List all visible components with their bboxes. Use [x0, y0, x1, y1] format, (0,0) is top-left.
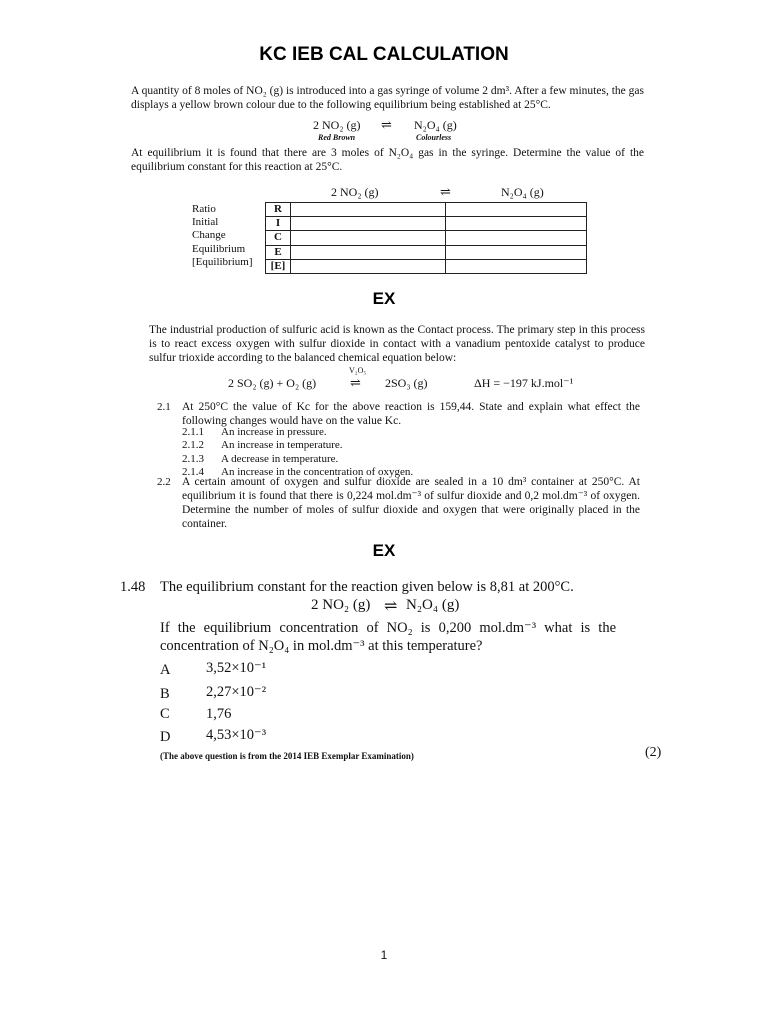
option-letter-c: C	[160, 706, 170, 722]
q2-eq-left: 2 SO₂ (g) + O₂ (g)	[228, 376, 317, 390]
rice-row-labels	[192, 203, 253, 269]
example-heading-1: EX	[372, 289, 396, 308]
option-value-a: 3,52×10⁻¹	[206, 660, 267, 676]
rice-cell-product	[446, 231, 587, 245]
q1-eq-arrow: ⇌	[381, 117, 392, 132]
rice-row	[266, 217, 587, 231]
rice-row	[266, 245, 587, 259]
q2-catalyst: V₂O₅	[349, 366, 367, 375]
rice-letter: R	[266, 203, 291, 217]
q3-eq-right: N₂O₄ (g)	[406, 597, 460, 613]
rice-label-concentration: [Equilibrium]	[192, 255, 253, 268]
q3-question: If the equilibrium concentration of NO₂ is 0,200 mol.dm⁻³ what is the concentration of N₂O₄ in mol.dm⁻³ at this temperature?	[160, 620, 616, 654]
rice-label-equilibrium: Equilibrium	[192, 242, 246, 255]
option-letter-a: A	[160, 662, 171, 678]
rice-letter: E	[266, 245, 291, 259]
q2-enthalpy: ΔH = −197 kJ.mol⁻¹	[474, 376, 574, 390]
option-value-b: 2,27×10⁻²	[206, 684, 267, 700]
q1-colourless-label: Colourless	[416, 133, 452, 142]
q2-eq-arrow: ⇌	[350, 375, 361, 390]
rice-cell-reactant	[291, 217, 446, 231]
rice-cell-product	[446, 217, 587, 231]
q1-eq-right: N₂O₄ (g)	[414, 118, 457, 132]
q1-intro: A quantity of 8 moles of NO₂ (g) is introduced into a gas syringe of volume 2 dm³. After a few minutes, the gas displays a yellow brown colour due to the following equilibrium being established at 25°C.	[131, 85, 644, 111]
example-heading-2: EX	[372, 541, 396, 560]
q1-red-brown-label: Red Brown	[318, 133, 356, 142]
q3-source-note: (The above question is from the 2014 IEB Exemplar Examination)	[160, 751, 414, 761]
q1-table-head-right: N₂O₄ (g)	[501, 185, 544, 199]
q3-eq-arrow: ⇌	[384, 598, 398, 615]
q1-question: At equilibrium it is found that there are 3 moles of N₂O₄ gas in the syringe. Determine the value of the equilibrium constant for this reaction at 25°C.	[131, 147, 644, 173]
rice-label-ratio: Ratio	[192, 203, 216, 215]
option-value-c: 1,76	[206, 706, 232, 722]
page-number: 1	[380, 948, 388, 962]
subitem: 2.1.3 A decrease in temperature.	[182, 452, 339, 465]
q1-table-head-left: 2 NO₂ (g)	[331, 185, 379, 199]
q3-stem: The equilibrium constant for the reaction given below is 8,81 at 200°C.	[160, 579, 574, 595]
q2-1-number: 2.1	[157, 401, 171, 413]
rice-cell-product	[446, 203, 587, 217]
q3-marks: (2)	[645, 745, 662, 760]
option-letter-d: D	[160, 729, 171, 745]
q1-eq-left: 2 NO₂ (g)	[313, 118, 361, 132]
page-title: KC IEB CAL CALCULATION	[259, 44, 509, 65]
rice-row	[266, 231, 587, 245]
subitem: 2.1.4 An increase in the concentration of oxygen.	[182, 466, 414, 479]
q2-eq-right: 2SO₃ (g)	[385, 376, 428, 390]
q2-2-number: 2.2	[157, 476, 171, 488]
option-value-d: 4,53×10⁻³	[206, 727, 267, 743]
rice-row	[266, 203, 587, 217]
q2-2-text: A certain amount of oxygen and sulfur dioxide are sealed in a 10 dm³ container at 250°C. At equilibrium it is found that there is 0,224 mol.dm⁻³ of sulfur dioxide and 0,2 mol.dm⁻³ of oxygen. Determine the number of moles of sulfur dioxide and oxygen that were originally placed in the container.	[182, 476, 640, 530]
subitem: 2.1.1 An increase in pressure.	[182, 426, 327, 438]
q3-eq-left: 2 NO₂ (g)	[311, 597, 371, 613]
rice-cell-reactant	[291, 259, 446, 273]
option-letter-b: B	[160, 686, 170, 702]
rice-letter: [E]	[266, 259, 291, 273]
q2-1-subitems	[182, 426, 413, 480]
rice-cell-reactant	[291, 245, 446, 259]
rice-letter: C	[266, 231, 291, 245]
rice-cell-product	[446, 245, 587, 259]
q1-table-head-arrow: ⇌	[440, 184, 451, 199]
rice-cell-reactant	[291, 203, 446, 217]
rice-cell-product	[446, 259, 587, 273]
rice-label-initial: Initial	[192, 216, 219, 229]
rice-row	[266, 259, 587, 273]
rice-table	[265, 202, 587, 274]
q2-1-text: At 250°C the value of Kc for the above reaction is 159,44. State and explain what effect the following changes would have on the value Kc.	[182, 401, 640, 427]
q2-intro: The industrial production of sulfuric acid is known as the Contact process. The primary step in this process is to react excess oxygen with sulfur dioxide in contact with a vanadium pentoxide catalyst to produce sulfur trioxide according to the balanced chemical equation below:	[149, 324, 645, 364]
rice-letter: I	[266, 217, 291, 231]
rice-cell-reactant	[291, 231, 446, 245]
q3-number: 1.48	[120, 579, 146, 595]
rice-label-change: Change	[192, 229, 226, 242]
subitem: 2.1.2 An increase in temperature.	[182, 439, 343, 452]
